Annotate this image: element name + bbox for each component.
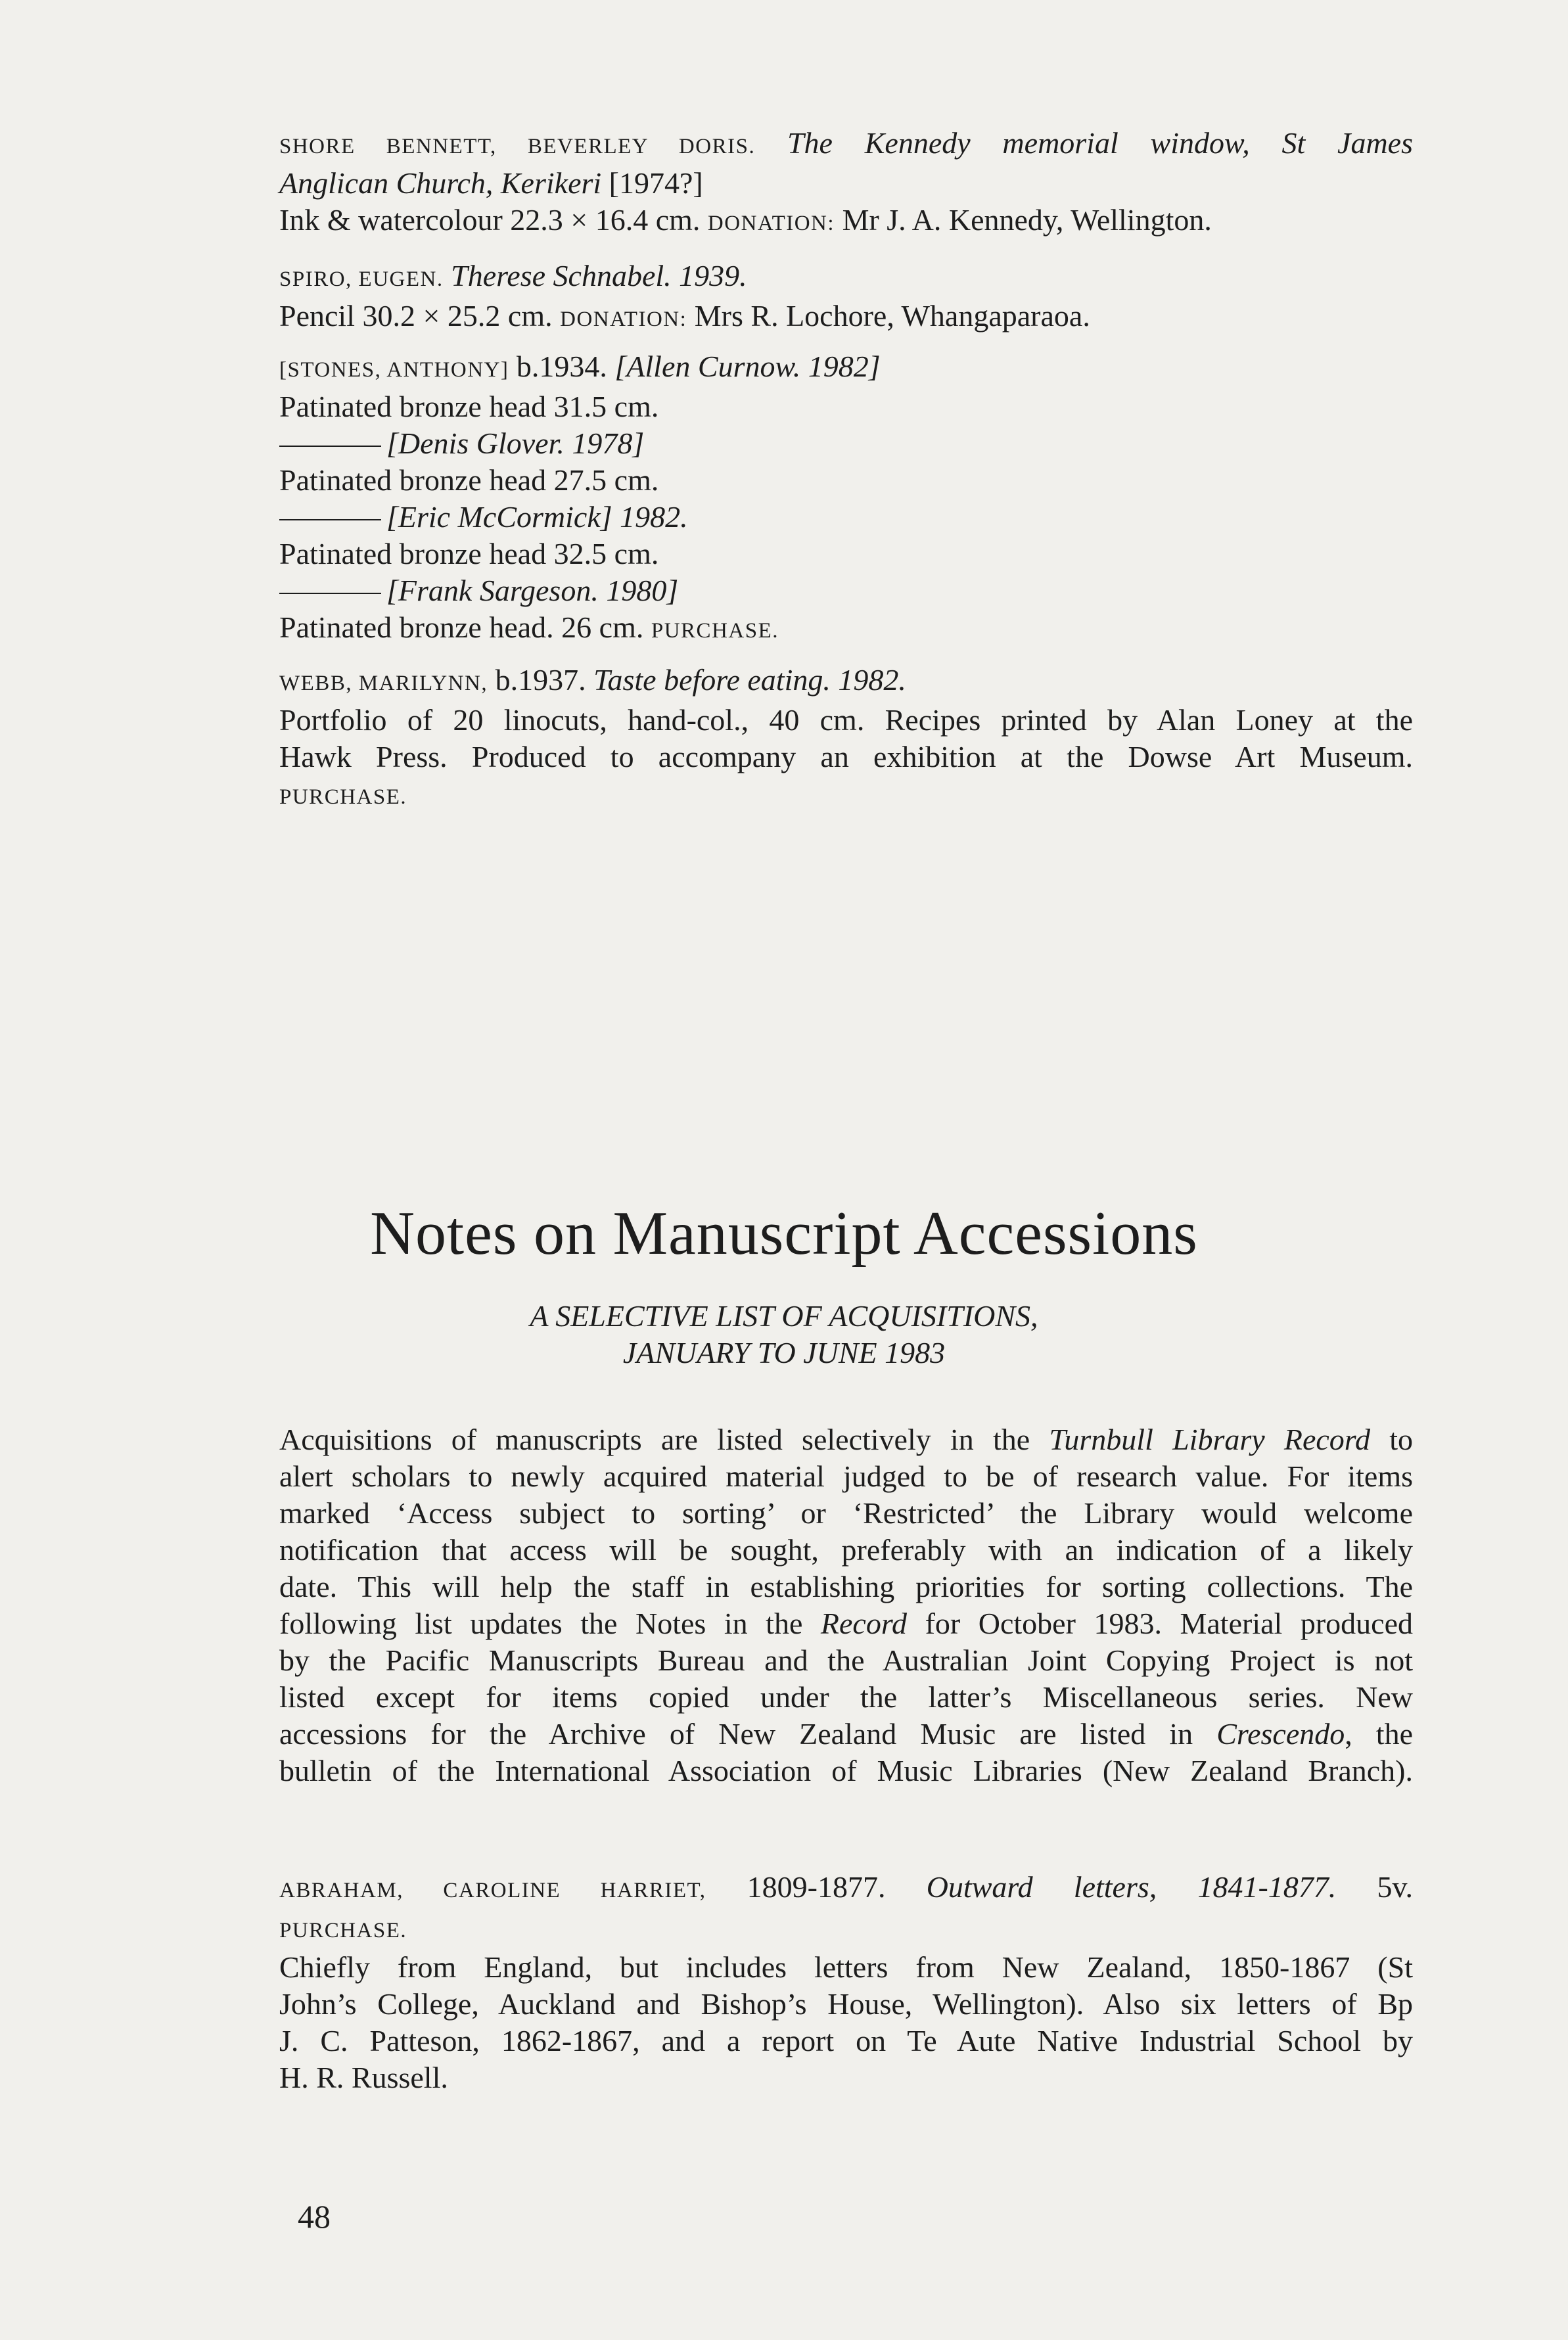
text-run: , the	[1345, 1717, 1413, 1751]
entry-description: Chiefly from England, but includes letters from New Zealand, 1850-1867 (St	[279, 1950, 1413, 1984]
entry-line	[279, 298, 1413, 338]
paragraph-line: date. This will help the staff in establishing priorities for sorting collections. The	[279, 1570, 1413, 1603]
paragraph-line: notification that access will be sought, preferably with an indication of a likely	[279, 1533, 1413, 1567]
entry-description: H. R. Russell.	[279, 2061, 448, 2094]
entry-line	[279, 125, 1413, 165]
purchase-label: PURCHASE.	[279, 785, 407, 809]
entry-title: Therese Schnabel. 1939.	[451, 259, 747, 292]
entry-line	[279, 662, 1413, 702]
text-run: accessions for the Archive of New Zealand Music are listed in	[279, 1717, 1217, 1751]
entry-title: [Allen Curnow. 1982]	[614, 350, 881, 383]
intro-paragraph	[279, 1421, 1413, 1789]
entry-description: Patinated bronze head 32.5 cm.	[279, 537, 659, 570]
donation-label: DONATION:	[560, 308, 687, 331]
entry-line	[279, 258, 1413, 298]
entry-line	[279, 572, 1413, 609]
entry-title: Taste before eating. 1982.	[593, 663, 906, 697]
entry-title: [Denis Glover. 1978]	[386, 426, 645, 460]
entry-webb	[279, 662, 1413, 815]
page-number: 48	[298, 2198, 331, 2235]
paragraph-line	[279, 1716, 1413, 1753]
entry-description: Ink & watercolour 22.3 × 16.4 cm.	[279, 203, 701, 237]
entry-description: John’s College, Auckland and Bishop’s House, Wellington). Also six letters of Bp	[279, 1987, 1413, 2021]
ditto-rule	[279, 446, 381, 447]
entry-title: Outward letters, 1841-1877.	[926, 1870, 1337, 1904]
paragraph-line: alert scholars to newly acquired material judged to be of research value. For items	[279, 1459, 1413, 1493]
entry-description: Portfolio of 20 linocuts, hand-col., 40 cm. Recipes printed by Alan Loney at the	[279, 703, 1413, 737]
text-run: for October 1983. Material produced	[907, 1607, 1413, 1640]
entry-description: Patinated bronze head 27.5 cm.	[279, 463, 659, 497]
entry-line	[279, 775, 1413, 815]
entry-abraham	[279, 1869, 1413, 2096]
entry-line	[279, 499, 1413, 536]
ditto-rule	[279, 593, 381, 594]
entry-line	[279, 1909, 1413, 1949]
entry-dates: b.1937.	[488, 663, 594, 697]
donation-label: DONATION:	[707, 212, 835, 235]
entry-dates: 1809-1877.	[706, 1870, 927, 1904]
entry-date: 1982.	[612, 500, 688, 534]
section-heading: Notes on Manuscript Accessions	[370, 1199, 1198, 1268]
entry-line	[279, 202, 1413, 242]
entry-shore-bennett	[279, 125, 1413, 242]
publication-title: Record	[820, 1607, 908, 1640]
entry-author: [STONES, ANTHONY]	[279, 358, 509, 382]
entry-line	[279, 1869, 1413, 1909]
entry-volumes: 5v.	[1336, 1870, 1413, 1904]
paragraph-line: marked ‘Access subject to sorting’ or ‘Restricted’ the Library would welcome	[279, 1496, 1413, 1530]
paragraph-line: listed except for items copied under the latter’s Miscellaneous series. New	[279, 1680, 1413, 1714]
entry-author: ABRAHAM, CAROLINE HARRIET,	[279, 1879, 706, 1902]
entry-description: Pencil 30.2 × 25.2 cm.	[279, 299, 553, 333]
text-run: following list updates the Notes in the	[279, 1607, 821, 1640]
entry-donor: Mr J. A. Kennedy, Wellington.	[842, 203, 1212, 237]
entry-author: SPIRO, EUGEN.	[279, 267, 444, 291]
entry-title: The Kennedy memorial window, St James	[787, 126, 1414, 160]
ditto-rule	[279, 519, 381, 520]
entry-dates: b.1934.	[509, 350, 615, 383]
entry-author: WEBB, MARILYNN,	[279, 672, 488, 695]
entry-description: Patinated bronze head 31.5 cm.	[279, 390, 659, 423]
section-subtitle: JANUARY TO JUNE 1983	[622, 1336, 946, 1369]
entry-description: Hawk Press. Produced to accompany an exhibition at the Dowse Art Museum.	[279, 740, 1413, 773]
entry-description: J. C. Patteson, 1862-1867, and a report on Te Aute Native Industrial School by	[279, 2024, 1413, 2057]
paragraph-line: by the Pacific Manuscripts Bureau and the Australian Joint Copying Project is not	[279, 1643, 1413, 1677]
purchase-label: PURCHASE.	[651, 619, 779, 643]
entry-stones	[279, 348, 1413, 649]
publication-title: Crescendo	[1216, 1717, 1345, 1751]
entry-title: [Frank Sargeson. 1980]	[386, 574, 679, 607]
entry-date: [1974?]	[601, 166, 703, 200]
publication-title: Turnbull Library Record	[1049, 1423, 1371, 1456]
text-run: Acquisitions of manuscripts are listed selectively in the	[279, 1423, 1049, 1456]
entry-spiro	[279, 258, 1413, 338]
paragraph-line	[279, 1605, 1413, 1642]
entry-donor: Mrs R. Lochore, Whangaparaoa.	[694, 299, 1090, 333]
entry-line	[279, 425, 1413, 462]
section-subtitle: A SELECTIVE LIST OF ACQUISITIONS,	[530, 1299, 1038, 1333]
entry-line	[279, 609, 1413, 649]
entry-title: Anglican Church, Kerikeri	[279, 166, 602, 200]
paragraph-line	[279, 1421, 1413, 1458]
paragraph-line: bulletin of the International Association of Music Libraries (New Zealand Branch).	[279, 1754, 1413, 1787]
entry-line	[279, 348, 1413, 388]
entry-description: Patinated bronze head. 26 cm.	[279, 610, 644, 644]
purchase-label: PURCHASE.	[279, 1919, 407, 1942]
entry-line	[279, 165, 1413, 202]
text-run: to	[1370, 1423, 1414, 1456]
entry-title: [Eric McCormick]	[386, 500, 612, 534]
entry-author: SHORE BENNETT, BEVERLEY DORIS.	[279, 135, 756, 158]
